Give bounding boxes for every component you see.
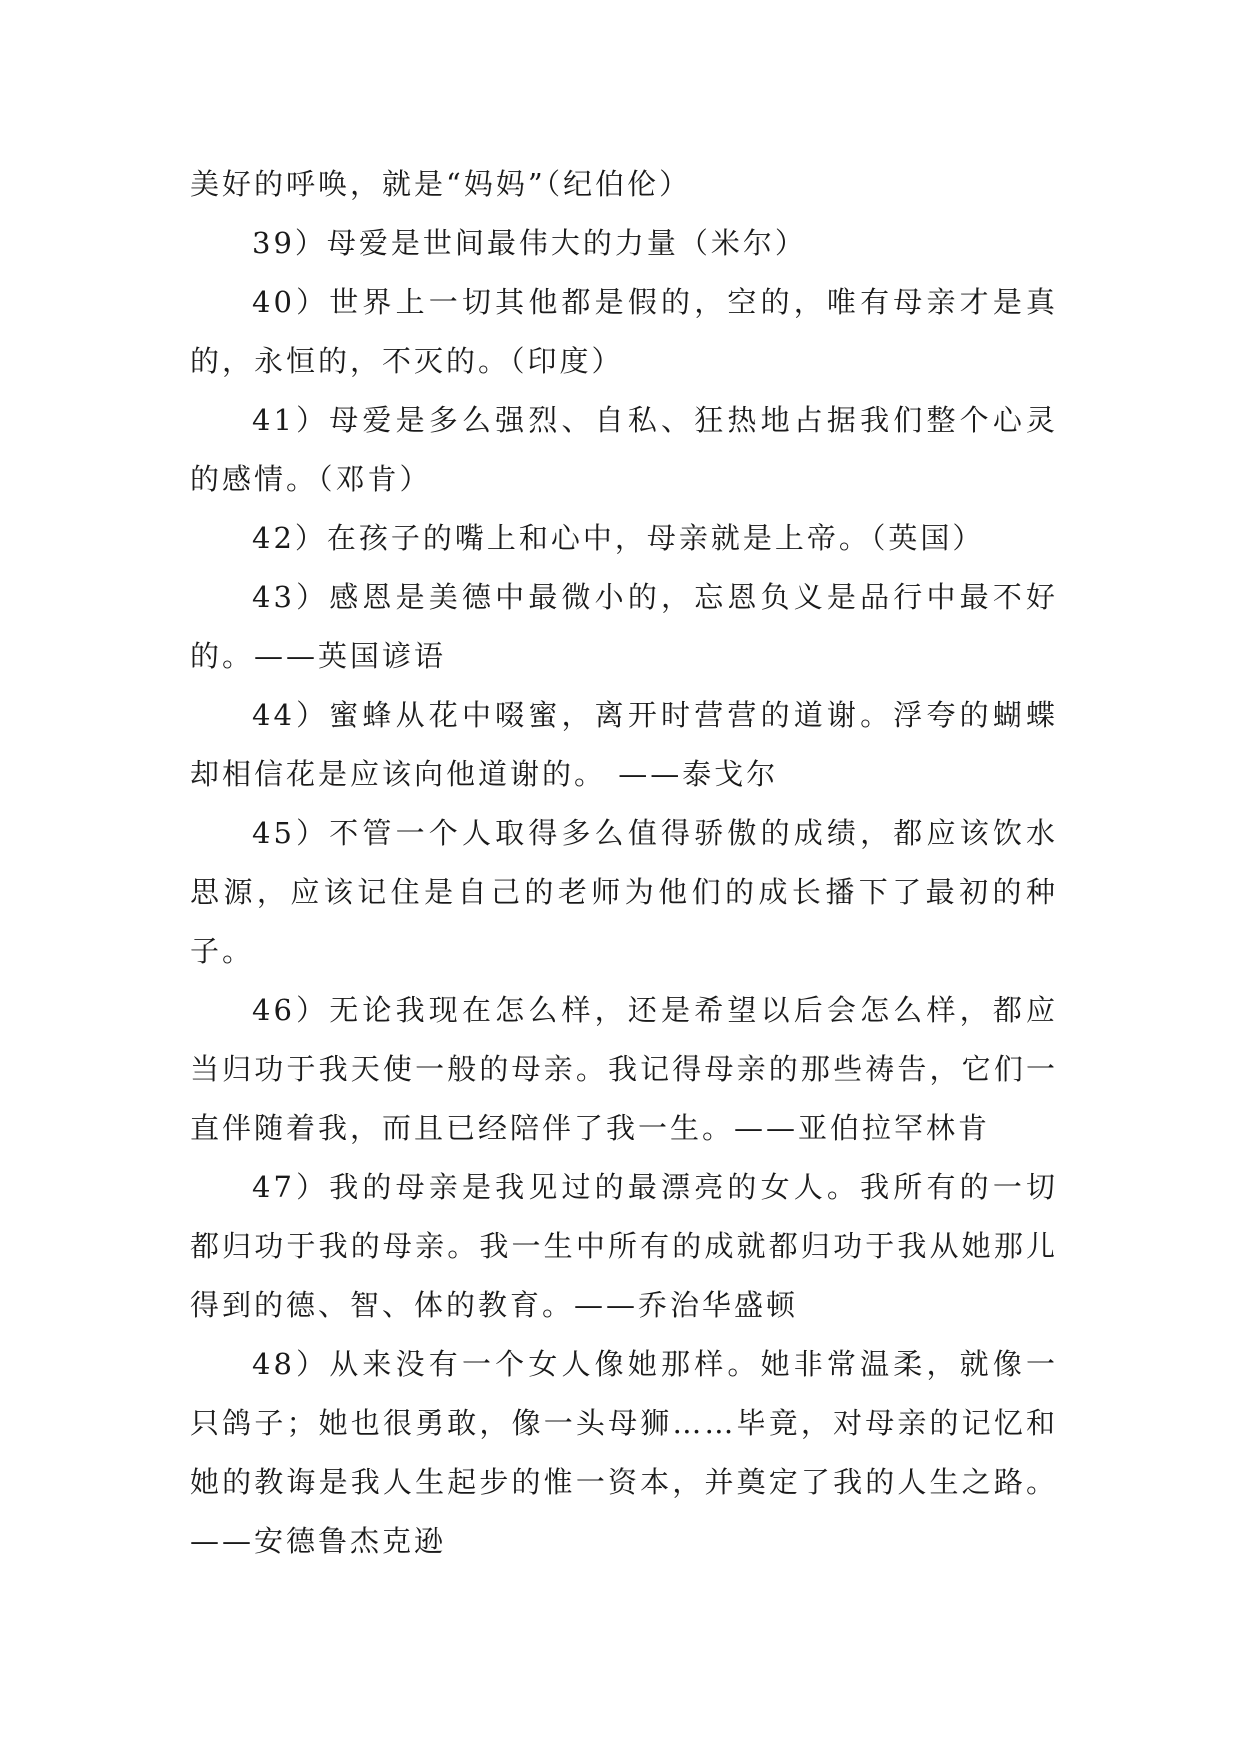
- continuation-paragraph: 美好的呼唤，就是“妈妈”（纪伯伦）: [190, 167, 692, 201]
- quote-42: 42）在孩子的嘴上和心中，母亲就是上帝。（英国）: [252, 521, 985, 555]
- quote-47: 47）我的母亲是我见过的最漂亮的女人。我所有的一切都归功于我的母亲。我一生中所有的成就都归功于我从她那儿得到的德、智、体的教育。——乔治华盛顿: [190, 1170, 1058, 1322]
- quote-48: 48）从来没有一个女人像她那样。她非常温柔，就像一只鸽子；她也很勇敢，像一头母狮……毕竟，对母亲的记忆和她的教诲是我人生起步的惟一资本，并奠定了我的人生之路。——安德鲁杰克逊: [190, 1347, 1058, 1558]
- quote-list: [190, 155, 1058, 1571]
- quote-41: 41）母爱是多么强烈、自私、狂热地占据我们整个心灵的感情。（邓肯）: [190, 403, 1058, 496]
- quote-39: 39）母爱是世间最伟大的力量（米尔）: [252, 226, 807, 260]
- quote-46: 46）无论我现在怎么样，还是希望以后会怎么样，都应当归功于我天使一般的母亲。我记得母亲的那些祷告，它们一直伴随着我，而且已经陪伴了我一生。——亚伯拉罕林肯: [190, 993, 1058, 1145]
- quote-40: 40）世界上一切其他都是假的，空的，唯有母亲才是真的，永恒的，不灭的。（印度）: [190, 285, 1058, 378]
- quote-45: 45）不管一个人取得多么值得骄傲的成绩，都应该饮水思源，应该记住是自己的老师为他们的成长播下了最初的种子。: [190, 816, 1058, 968]
- quote-44: 44）蜜蜂从花中啜蜜，离开时营营的道谢。浮夸的蝴蝶却相信花是应该向他道谢的。 ——泰戈尔: [190, 698, 1058, 791]
- quote-43: 43）感恩是美德中最微小的，忘恩负义是品行中最不好的。——英国谚语: [190, 580, 1058, 673]
